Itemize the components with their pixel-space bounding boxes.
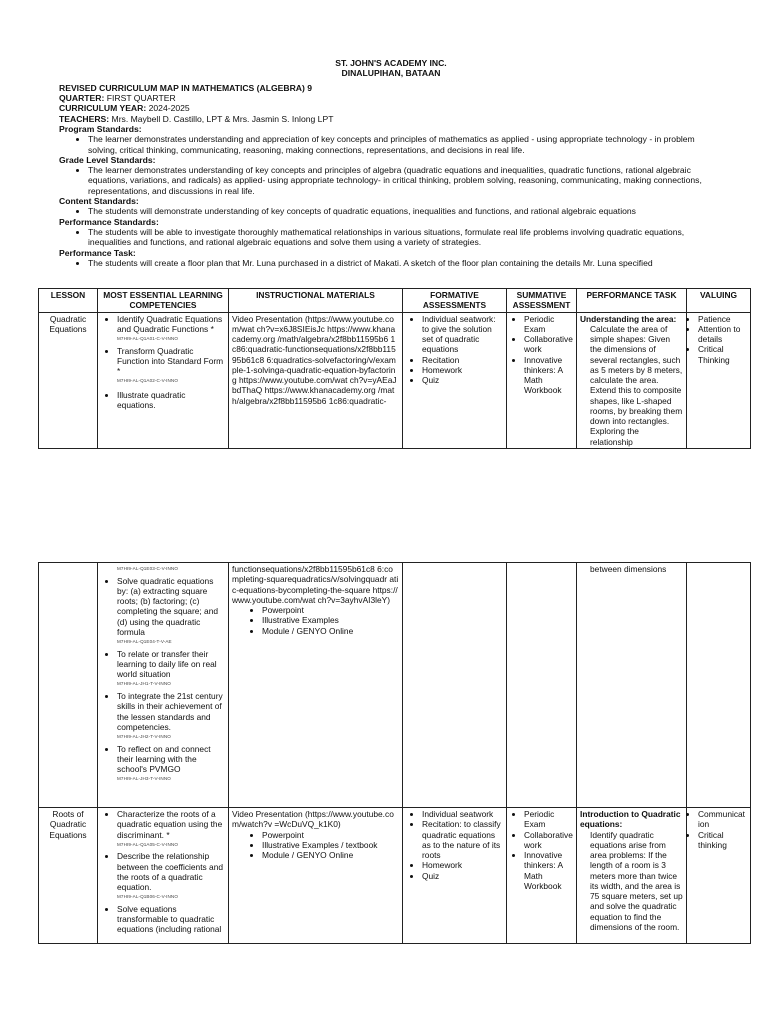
competency-item: • Solve equations transformable to quadratic equations (including rational	[117, 904, 225, 935]
competency-code: M7HI9-AL-Q1A02-C-V-INNO	[117, 378, 179, 384]
table-header-row	[39, 289, 751, 313]
teachers-label: TEACHERS:	[59, 113, 110, 124]
material-item: • Module / GENYO Online	[262, 850, 399, 860]
teachers-value: Mrs. Maybell D. Castillo, LPT & Mrs. Jasmin S. Inlong LPT	[111, 113, 334, 124]
summative-item: • Periodic Exam	[524, 314, 573, 335]
performance-task-cell	[577, 808, 687, 944]
competency-item: • Characterize the roots of a quadratic equation using the discriminant. *	[117, 809, 225, 840]
summative-item: • Periodic Exam	[524, 809, 573, 830]
grade-level-standards-label: Grade Level Standards:	[59, 154, 156, 165]
document-header	[59, 58, 723, 268]
competency-item: • Describe the relationship between the coefficients and the roots of a quadratic equation.	[117, 851, 225, 892]
formative-cell	[403, 312, 507, 448]
formative-item: • Homework	[422, 860, 503, 870]
formative-cell	[403, 808, 507, 944]
header-summative: SUMMATIVE ASSESSMENT	[507, 289, 577, 313]
competency-item: • To reflect on and connect their learning with the school's PVMGO	[117, 744, 225, 775]
materials-cell: Video Presentation (https://www.youtube.com/wat ch?v=x6J8SIEisJc https://www.khanacademy.org /math/algebra/x2f8bb11595b6 1c86:quadratic-functionsequations/x2f8bb11595b61c8 6:quadratics-solvefactoring/v/example-1-solvinga-quadratic-equation-byfactoring https://www.youtube.com/wat ch?v=yAEaJbdThaQ https://www.khanacademy.org /math/algebra/x2f8bb11595b6 1c86:quadratic-	[229, 312, 403, 448]
performance-task-body: Identify quadratic equations arise from area problems: If the length of a room is 3 meters more than twice its width, and the area is 75 square meters, set up and solve the quadratic equation to find the dimensions of the room.	[590, 829, 683, 932]
materials-cell	[229, 808, 403, 944]
valuing-cell	[687, 312, 751, 448]
curriculum-table-page1	[38, 288, 751, 449]
quarter-label: QUARTER:	[59, 92, 105, 103]
formative-item: • Homework	[422, 365, 503, 375]
summative-item: • Collaborative work	[524, 830, 573, 851]
materials-text: functionsequations/x2f8bb11595b61c8 6:completing-squarequadratics/v/solvingquadr atic-equations-bycompleting-the-square https://www.youtube.com/wat ch?v=3ayhvAI3leY)	[232, 564, 399, 605]
competency-item: • Solve quadratic equations by: (a) extracting square roots; (b) factoring; (c) completing the square; and (d) using the quadratic formula	[117, 576, 225, 638]
valuing-cell	[687, 808, 751, 944]
lesson-cell: Roots of Quadratic Equations	[39, 808, 98, 944]
formative-cell	[403, 563, 507, 808]
competency-code: M7HI9-AL-Q1B06-C-V-INNO	[117, 894, 179, 900]
performance-task-title: Understanding the area:	[580, 313, 677, 324]
formative-item: • Individual seatwork	[422, 809, 503, 819]
content-standards-text: • The students will demonstrate understanding of key concepts of quadratic equations, inequalities and functions, and rational algebraic equations	[88, 206, 723, 216]
competency-code: M7HI9-AL-JH3-T-V-INNO	[117, 776, 171, 782]
competency-code: M7HI9-AL-Q1A01-C-V-INNO	[117, 336, 179, 341]
formative-item: • Quiz	[422, 871, 503, 881]
school-address: DINALUPIHAN, BATAAN	[341, 68, 441, 79]
year-label: CURRICULUM YEAR:	[59, 103, 147, 114]
summative-cell	[507, 808, 577, 944]
program-standards-label: Program Standards:	[59, 123, 142, 134]
summative-cell	[507, 563, 577, 808]
materials-cell	[229, 563, 403, 808]
competency-code: M7HI9-AL-Q1A05-C-V-INNO	[117, 841, 179, 847]
performance-task-cell	[577, 563, 687, 808]
summative-cell	[507, 312, 577, 448]
year-value: 2024-2025	[148, 103, 190, 114]
header-performance-task: PERFORMANCE TASK	[577, 289, 687, 313]
material-item: • Powerpoint	[262, 830, 399, 840]
valuing-item: • Communicat ion	[698, 809, 747, 830]
competency-code: M7HI9-AL-JH1-T-V-INNO	[117, 681, 171, 687]
table-row	[39, 312, 751, 448]
lesson-cell	[39, 563, 98, 808]
valuing-cell	[687, 563, 751, 808]
competency-item: • Illustrate quadratic equations.	[117, 390, 225, 411]
summative-item: • Innovative thinkers: A Math Workbook	[524, 355, 573, 396]
competency-item: • Identify Quadratic Equations and Quadratic Functions *	[117, 314, 225, 335]
performance-task-cell	[577, 312, 687, 448]
lesson-cell: Quadratic Equations	[39, 312, 98, 448]
competencies-cell	[98, 808, 229, 944]
header-lesson: LESSON	[39, 289, 98, 313]
competencies-cell	[98, 563, 229, 808]
material-item: • Illustrative Examples / textbook	[262, 840, 399, 850]
performance-standards-text: • The students will be able to investigate thoroughly mathematical relationships in various situations, formulate real life problems involving quadratic equations, inequalities and functions, and rational algebraic equations and solve them using a variety of strategies.	[88, 227, 723, 248]
performance-task-body: Calculate the area of simple shapes: Given the dimensions of several rectangles, such as 5 meters by 8 meters, calculate the area. Extend this to composite shapes, like L-shaped rooms, by breaking them down into rectangles. Exploring the relationship	[590, 323, 683, 447]
table-row	[39, 563, 751, 808]
material-item: • Module / GENYO Online	[262, 626, 399, 636]
table-row	[39, 808, 751, 944]
material-item: • Illustrative Examples	[262, 615, 399, 625]
competency-item: • To integrate the 21st century skills in their achievement of the lessen standards and competencies.	[117, 691, 225, 732]
performance-standards-label: Performance Standards:	[59, 216, 159, 227]
header-formative: FORMATIVE ASSESSMENTS	[403, 289, 507, 313]
formative-item: • Recitation: to classify quadratic equations as to the nature of its roots	[422, 819, 503, 860]
competency-item: • Transform Quadratic Function into Standard Form *	[117, 346, 225, 377]
quarter-value: FIRST QUARTER	[106, 92, 176, 103]
competency-item: • To relate or transfer their learning to daily life on real world situation	[117, 649, 225, 680]
document-title: REVISED CURRICULUM MAP IN MATHEMATICS (ALGEBRA) 9	[59, 82, 313, 93]
program-standards-text: • The learner demonstrates understanding and appreciation of key concepts and principles of mathematics as applied - using appropriate technology - in problem solving, critical thinking, communicating, reasoning, making connections, representations, and decisions in real life.	[88, 134, 723, 155]
grade-level-standards-text: • The learner demonstrates understanding of key concepts and principles of algebra (quadratic equations and inequalities, quadratic functions, rational algebraic equations, variations, and radicals) as applied- using appropriate technology- in critical thinking, problem solving, reasoning, communicating, making connections, representations, and discussions in real life.	[88, 165, 723, 196]
performance-task-label: Performance Task:	[59, 247, 136, 258]
header-materials: INSTRUCTIONAL MATERIALS	[229, 289, 403, 313]
competency-code: M7HI9-AL-Q1E04-T-V-AE	[117, 639, 172, 645]
formative-item: • Individual seatwork: to give the solution set of quadratic equations	[422, 314, 503, 355]
competency-code: M7HI9-AL-Q1E03-C-V-INNO	[117, 566, 179, 571]
content-standards-label: Content Standards:	[59, 196, 139, 207]
valuing-item: • Critical thinking	[698, 830, 747, 851]
header-valuing: VALUING	[687, 289, 751, 313]
performance-task-body: between dimensions	[590, 564, 667, 574]
valuing-item: • Patience	[698, 314, 747, 324]
performance-task-text: • The students will create a floor plan that Mr. Luna purchased in a district of Makati. A sketch of the floor plan containing the details Mr. Luna specified	[88, 258, 723, 268]
valuing-item: • Attention to details	[698, 324, 747, 345]
curriculum-table-page2	[38, 562, 751, 944]
performance-task-title: Introduction to Quadratic equations:	[580, 809, 681, 830]
summative-item: • Innovative thinkers: A Math Workbook	[524, 850, 573, 891]
material-item: • Powerpoint	[262, 605, 399, 615]
header-competencies: MOST ESSENTIAL LEARNING COMPETENCIES	[98, 289, 229, 313]
school-name: ST. JOHN'S ACADEMY INC.	[335, 58, 447, 68]
summative-item: • Collaborative work	[524, 334, 573, 355]
formative-item: • Quiz	[422, 375, 503, 385]
competencies-cell	[98, 312, 229, 448]
materials-text: Video Presentation (https://www.youtube.com/watch?v =WcDuVQ_k1K0)	[232, 809, 394, 830]
formative-item: • Recitation	[422, 355, 503, 365]
valuing-item: • Critical Thinking	[698, 344, 747, 365]
competency-code: M7HI9-AL-JH2-T-V-INNO	[117, 734, 171, 740]
